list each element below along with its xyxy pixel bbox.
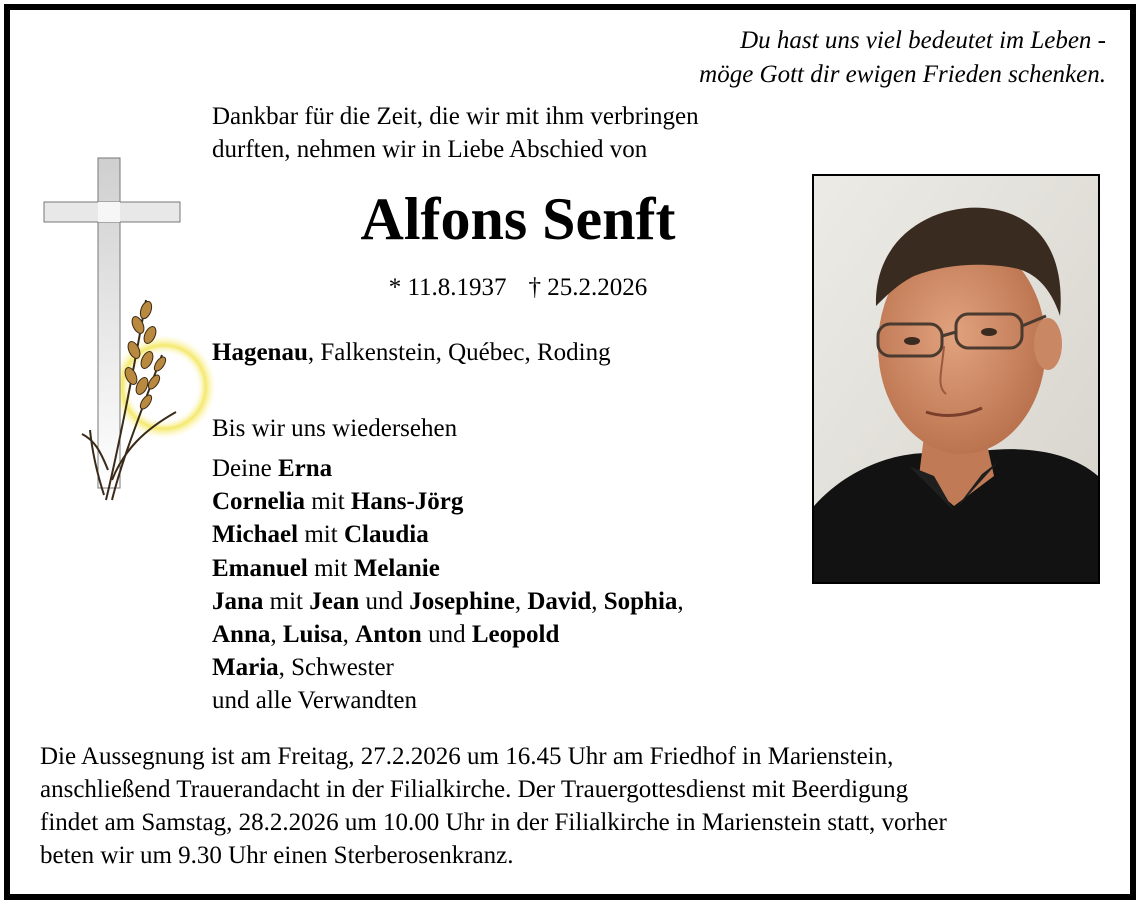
deceased-name: Alfons Senft [360, 186, 676, 252]
intro-text [212, 100, 699, 166]
service-announcement [40, 740, 1120, 872]
family-line-7: Maria, Schwester [212, 654, 394, 682]
intro-line-2: durften, nehmen wir in Liebe Abschied von [212, 136, 648, 163]
life-dates [212, 272, 824, 304]
obituary-card [4, 4, 1136, 900]
intro-line-1: Dankbar für die Zeit, die wir mit ihm verbringen [212, 103, 699, 130]
family-line-3: Michael mit Claudia [212, 521, 429, 549]
hometown: Hagenau [212, 339, 308, 366]
cross-with-wheat-icon [34, 150, 214, 510]
family-list [212, 452, 684, 718]
family-line-5: Jana mit Jean und Josephine, David, Sophia, [212, 587, 684, 615]
family-line-2: Cornelia mit Hans-Jörg [212, 488, 464, 516]
places [212, 336, 611, 370]
portrait-photo [812, 174, 1100, 584]
announcement-line-3: findet am Samstag, 28.2.2026 um 10.00 Uhr in der Filialkirche in Marienstein statt, vorher [40, 809, 947, 836]
death-date: † 25.2.2026 [528, 274, 648, 301]
sun-glow [112, 335, 214, 439]
birth-date: * 11.8.1937 [388, 274, 507, 301]
motto-line-1: Du hast uns viel bedeutet im Leben - [740, 27, 1106, 54]
family-line-1: Deine Erna [212, 455, 333, 482]
family-line-6: Anna, Luisa, Anton und Leopold [212, 621, 560, 649]
announcement-line-4: beten wir um 9.30 Uhr einen Sterberosenkranz. [40, 842, 514, 869]
family-line-8: und alle Verwandten [212, 687, 418, 715]
announcement-line-1: Die Aussegnung ist am Freitag, 27.2.2026 um 16.45 Uhr am Friedhof in Marienstein, [40, 743, 894, 770]
other-places: , Falkenstein, Québec, Roding [307, 339, 611, 366]
motto [699, 24, 1106, 92]
motto-line-2: möge Gott dir ewigen Frieden schenken. [699, 61, 1106, 88]
family-line-4: Emanuel mit Melanie [212, 554, 440, 582]
announcement-line-2: anschließend Trauerandacht in der Filialkirche. Der Trauergottesdienst mit Beerdigung [40, 776, 909, 803]
farewell-line: Bis wir uns wiedersehen [212, 415, 458, 442]
